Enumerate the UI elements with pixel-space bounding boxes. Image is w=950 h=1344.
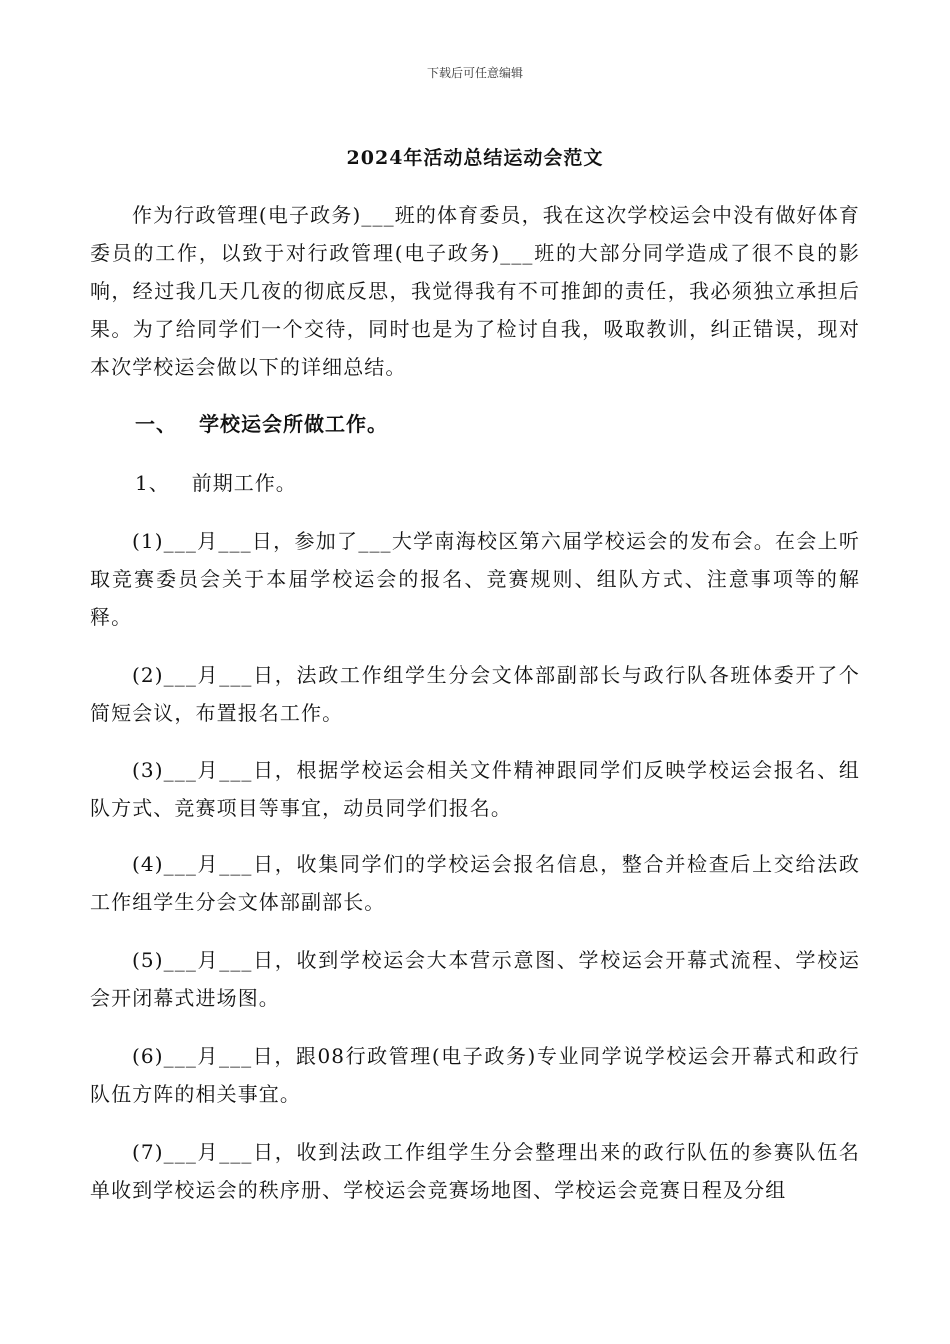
intro-paragraph: 作为行政管理(电子政务)___班的体育委员，我在这次学校运会中没有做好体育委员的工作，以致于对行政管理(电子政务)___班的大部分同学造成了很不良的影响，经过我几天几夜的彻底反思，我觉得我有不可推卸的责任，我必须独立承担后果。为了给同学们一个交待，同时也是为了检讨自我，吸取教训，纠正错误，现对本次学校运会做以下的详细总结。: [90, 203, 860, 379]
list-item: (6)___月___日，跟08行政管理(电子政务)专业同学说学校运会开幕式和政行队伍方阵的相关事宜。: [90, 1044, 860, 1106]
list-item: (2)___月___日，法政工作组学生分会文体部副部长与政行队各班体委开了个简短会议，布置报名工作。: [90, 663, 860, 725]
document-title: 2024年活动总结运动会范文: [346, 147, 604, 169]
subsection-number: 1、: [135, 471, 170, 495]
subsection-heading-1: [135, 467, 297, 496]
list-item: (3)___月___日，根据学校运会相关文件精神跟同学们反映学校运会报名、组队方式、竞赛项目等事宜，动员同学们报名。: [90, 758, 860, 820]
section-heading-1: [135, 408, 388, 437]
list-item: (5)___月___日，收到学校运会大本营示意图、学校运会开幕式流程、学校运会开闭幕式进场图。: [90, 948, 860, 1010]
section-title: 学校运会所做工作。: [199, 412, 388, 436]
subsection-title: 前期工作。: [191, 471, 297, 495]
list-item: (1)___月___日，参加了___大学南海校区第六届学校运会的发布会。在会上听取竞赛委员会关于本届学校运会的报名、竞赛规则、组队方式、注意事项等的解释。: [90, 529, 860, 629]
section-number: 一、: [135, 412, 177, 436]
list-item: (7)___月___日，收到法政工作组学生分会整理出来的政行队伍的参赛队伍名单收到学校运会的秩序册、学校运会竞赛场地图、学校运会竞赛日程及分组: [90, 1140, 860, 1202]
list-item: (4)___月___日，收集同学们的学校运会报名信息，整合并检查后上交给法政工作组学生分会文体部副部长。: [90, 852, 860, 914]
page-header-note: 下载后可任意编辑: [426, 66, 523, 80]
